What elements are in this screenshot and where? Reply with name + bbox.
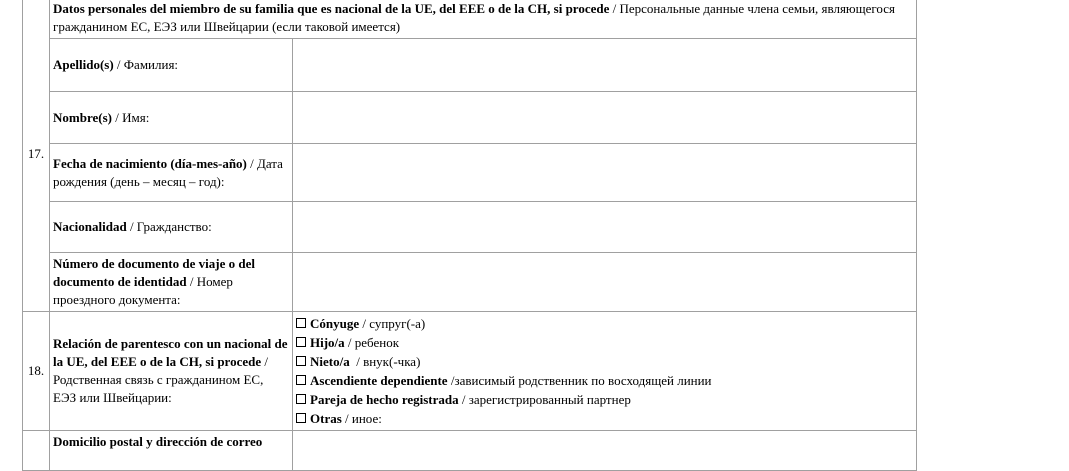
surname-label: Apellido(s) / Фамилия: <box>50 39 293 92</box>
nationality-field[interactable] <box>293 202 917 253</box>
checkbox-icon[interactable] <box>296 375 306 385</box>
surname-field[interactable] <box>293 39 917 92</box>
checkbox-icon[interactable] <box>296 356 306 366</box>
option-dependent-ascendant[interactable]: Ascendiente dependiente /зависимый родственник по восходящей линии <box>296 371 913 390</box>
postal-address-label: Domicilio postal y dirección de correo <box>50 431 293 471</box>
section-17-header-ru: / Персональные данные члена семьи, являющегося гражданином ЕС, ЕЭЗ или Швейцарии (если таковой имеется) <box>53 0 896 34</box>
travel-document-label: Número de documento de viaje o del documento de identidad / Номер проездного документа: <box>50 253 293 312</box>
section-18-number: 18. <box>23 312 50 431</box>
travel-document-field[interactable] <box>293 253 917 312</box>
given-names-field[interactable] <box>293 92 917 144</box>
section-17-header <box>50 0 917 39</box>
section-19-number <box>23 431 50 471</box>
visa-form-table <box>22 0 917 471</box>
birth-date-label: Fecha de nacimiento (día-mes-año) / Дата рождения (день – месяц – год): <box>50 144 293 202</box>
checkbox-icon[interactable] <box>296 413 306 423</box>
checkbox-icon[interactable] <box>296 394 306 404</box>
section-17-header-es: Datos personales del miembro de su familia que es nacional de la UE, del EEE o de la CH, si procede <box>53 0 610 16</box>
section-17-number: 17. <box>23 0 50 312</box>
option-spouse[interactable]: Cónyuge / супруг(-а) <box>296 314 913 333</box>
relationship-options <box>293 312 917 431</box>
checkbox-icon[interactable] <box>296 318 306 328</box>
option-other[interactable]: Otras / иное: <box>296 409 913 428</box>
option-registered-partner[interactable]: Pareja de hecho registrada / зарегистрированный партнер <box>296 390 913 409</box>
option-grandchild[interactable]: Nieto/a / внук(-чка) <box>296 352 913 371</box>
given-names-label: Nombre(s) / Имя: <box>50 92 293 144</box>
nationality-label: Nacionalidad / Гражданство: <box>50 202 293 253</box>
birth-date-field[interactable] <box>293 144 917 202</box>
checkbox-icon[interactable] <box>296 337 306 347</box>
relationship-label: Relación de parentesco con un nacional de la UE, del EEE o de la CH, si procede / Родственная связь с гражданином ЕС, ЕЭЗ или Швейцарии: <box>50 312 293 431</box>
postal-address-field[interactable] <box>293 431 917 471</box>
option-child[interactable]: Hijo/a / ребенок <box>296 333 913 352</box>
